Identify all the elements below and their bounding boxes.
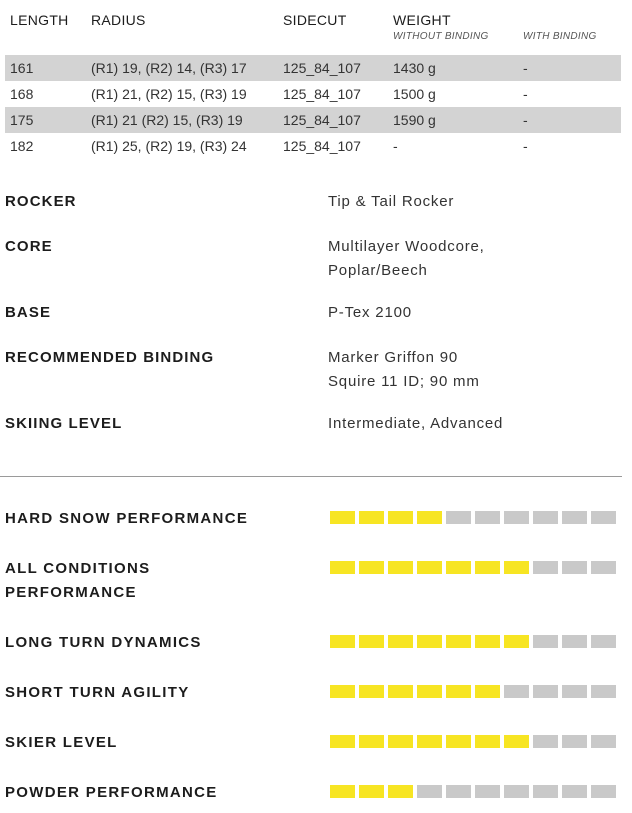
rating-segment-empty (562, 785, 587, 798)
rating-segment-empty (417, 785, 442, 798)
rating-segment-filled (446, 685, 471, 698)
rating-segment-filled (359, 785, 384, 798)
rating-bar (330, 561, 616, 574)
rating-segment-filled (417, 685, 442, 698)
spec-label: ROCKER (5, 193, 77, 210)
rating-segment-filled (330, 785, 355, 798)
spec-value-line: Squire 11 ID; 90 mm (328, 373, 480, 390)
rating-label-line: LONG TURN DYNAMICS (5, 634, 202, 651)
cell-weight: - (393, 138, 398, 154)
rating-label (5, 631, 255, 655)
spec-value-line: Tip & Tail Rocker (328, 193, 455, 210)
rating-bar (330, 735, 616, 748)
cell-weight: 1590 g (393, 112, 436, 128)
rating-label (5, 507, 255, 531)
rating-segment-empty (562, 685, 587, 698)
rating-segment-empty (533, 635, 558, 648)
rating-segment-empty (533, 511, 558, 524)
rating-segment-empty (591, 511, 616, 524)
spec-label: CORE (5, 238, 53, 255)
rating-label (5, 731, 255, 755)
rating-segment-filled (388, 735, 413, 748)
rating-segment-empty (475, 785, 500, 798)
header-sidecut: SIDECUT (283, 12, 347, 28)
rating-segment-empty (562, 561, 587, 574)
rating-label (5, 781, 255, 805)
rating-segment-filled (388, 785, 413, 798)
cell-length: 182 (10, 138, 34, 154)
rating-segment-filled (359, 635, 384, 648)
rating-segment-filled (504, 561, 529, 574)
rating-segment-filled (475, 561, 500, 574)
rating-bar (330, 635, 616, 648)
rating-segment-empty (446, 785, 471, 798)
rating-segment-filled (330, 635, 355, 648)
rating-segment-empty (533, 685, 558, 698)
rating-segment-filled (417, 561, 442, 574)
rating-segment-empty (562, 511, 587, 524)
spec-value (328, 412, 503, 436)
rating-segment-filled (359, 735, 384, 748)
header-length: LENGTH (10, 12, 69, 28)
rating-segment-filled (475, 685, 500, 698)
rating-segment-filled (417, 635, 442, 648)
rating-segment-filled (330, 561, 355, 574)
rating-segment-empty (562, 735, 587, 748)
table-row (5, 133, 621, 159)
rating-segment-filled (504, 635, 529, 648)
rating-bar (330, 685, 616, 698)
header-weight: WEIGHT (393, 12, 451, 28)
spec-label: BASE (5, 304, 52, 321)
spec-value-line: Poplar/Beech (328, 262, 428, 279)
rating-segment-empty (504, 511, 529, 524)
spec-value-line: P-Tex 2100 (328, 304, 412, 321)
header-with-binding: WITH BINDING (523, 31, 597, 42)
cell-with-binding: - (523, 86, 528, 102)
rating-segment-empty (591, 785, 616, 798)
spec-value-line: Multilayer Woodcore, (328, 238, 485, 255)
rating-bar (330, 785, 616, 798)
cell-weight: 1500 g (393, 86, 436, 102)
rating-segment-empty (504, 685, 529, 698)
cell-sidecut: 125_84_107 (283, 112, 361, 128)
rating-segment-filled (330, 511, 355, 524)
cell-with-binding: - (523, 60, 528, 76)
rating-segment-filled (446, 561, 471, 574)
cell-length: 161 (10, 60, 34, 76)
spec-value (328, 190, 454, 214)
rating-segment-empty (533, 561, 558, 574)
table-row (5, 81, 621, 107)
rating-label-line: POWDER PERFORMANCE (5, 784, 218, 801)
spec-value-line: Marker Griffon 90 (328, 349, 459, 366)
rating-segment-filled (330, 735, 355, 748)
spec-value (328, 235, 485, 283)
rating-segment-empty (504, 785, 529, 798)
rating-segment-empty (562, 635, 587, 648)
rating-segment-empty (446, 511, 471, 524)
cell-sidecut: 125_84_107 (283, 60, 361, 76)
rating-label-line: SHORT TURN AGILITY (5, 684, 190, 701)
rating-segment-filled (475, 635, 500, 648)
rating-segment-filled (388, 511, 413, 524)
cell-with-binding: - (523, 138, 528, 154)
cell-radius: (R1) 21, (R2) 15, (R3) 19 (91, 86, 247, 102)
spec-label: SKIING LEVEL (5, 415, 123, 432)
rating-segment-empty (475, 511, 500, 524)
cell-length: 175 (10, 112, 34, 128)
rating-label-line: ALL CONDITIONS (5, 560, 151, 577)
rating-label (5, 557, 255, 605)
rating-segment-filled (417, 735, 442, 748)
rating-label-line: PERFORMANCE (5, 584, 137, 601)
spec-label: RECOMMENDED BINDING (5, 349, 215, 366)
table-header (5, 0, 621, 55)
rating-segment-filled (446, 735, 471, 748)
rating-segment-empty (533, 785, 558, 798)
cell-radius: (R1) 19, (R2) 14, (R3) 17 (91, 60, 247, 76)
rating-segment-filled (359, 561, 384, 574)
size-table (5, 0, 621, 159)
spec-value (328, 301, 412, 325)
rating-segment-empty (591, 735, 616, 748)
rating-label-line: SKIER LEVEL (5, 734, 118, 751)
rating-segment-filled (417, 511, 442, 524)
rating-segment-empty (591, 635, 616, 648)
table-row (5, 107, 621, 133)
header-without-binding: WITHOUT BINDING (393, 31, 489, 42)
rating-segment-filled (330, 685, 355, 698)
rating-label-line: HARD SNOW PERFORMANCE (5, 510, 249, 527)
cell-weight: 1430 g (393, 60, 436, 76)
spec-value-line: Intermediate, Advanced (328, 415, 504, 432)
section-divider (0, 476, 622, 477)
rating-segment-filled (359, 685, 384, 698)
rating-segment-empty (533, 735, 558, 748)
cell-radius: (R1) 21 (R2) 15, (R3) 19 (91, 112, 243, 128)
cell-with-binding: - (523, 112, 528, 128)
rating-segment-filled (388, 635, 413, 648)
rating-segment-filled (388, 685, 413, 698)
cell-radius: (R1) 25, (R2) 19, (R3) 24 (91, 138, 247, 154)
cell-sidecut: 125_84_107 (283, 86, 361, 102)
rating-segment-empty (591, 685, 616, 698)
rating-bar (330, 511, 616, 524)
rating-segment-filled (504, 735, 529, 748)
table-row (5, 55, 621, 81)
rating-segment-filled (446, 635, 471, 648)
cell-sidecut: 125_84_107 (283, 138, 361, 154)
rating-segment-filled (388, 561, 413, 574)
rating-segment-filled (359, 511, 384, 524)
rating-label (5, 681, 255, 705)
spec-value (328, 346, 480, 394)
header-radius: RADIUS (91, 12, 146, 28)
cell-length: 168 (10, 86, 34, 102)
rating-segment-empty (591, 561, 616, 574)
rating-segment-filled (475, 735, 500, 748)
